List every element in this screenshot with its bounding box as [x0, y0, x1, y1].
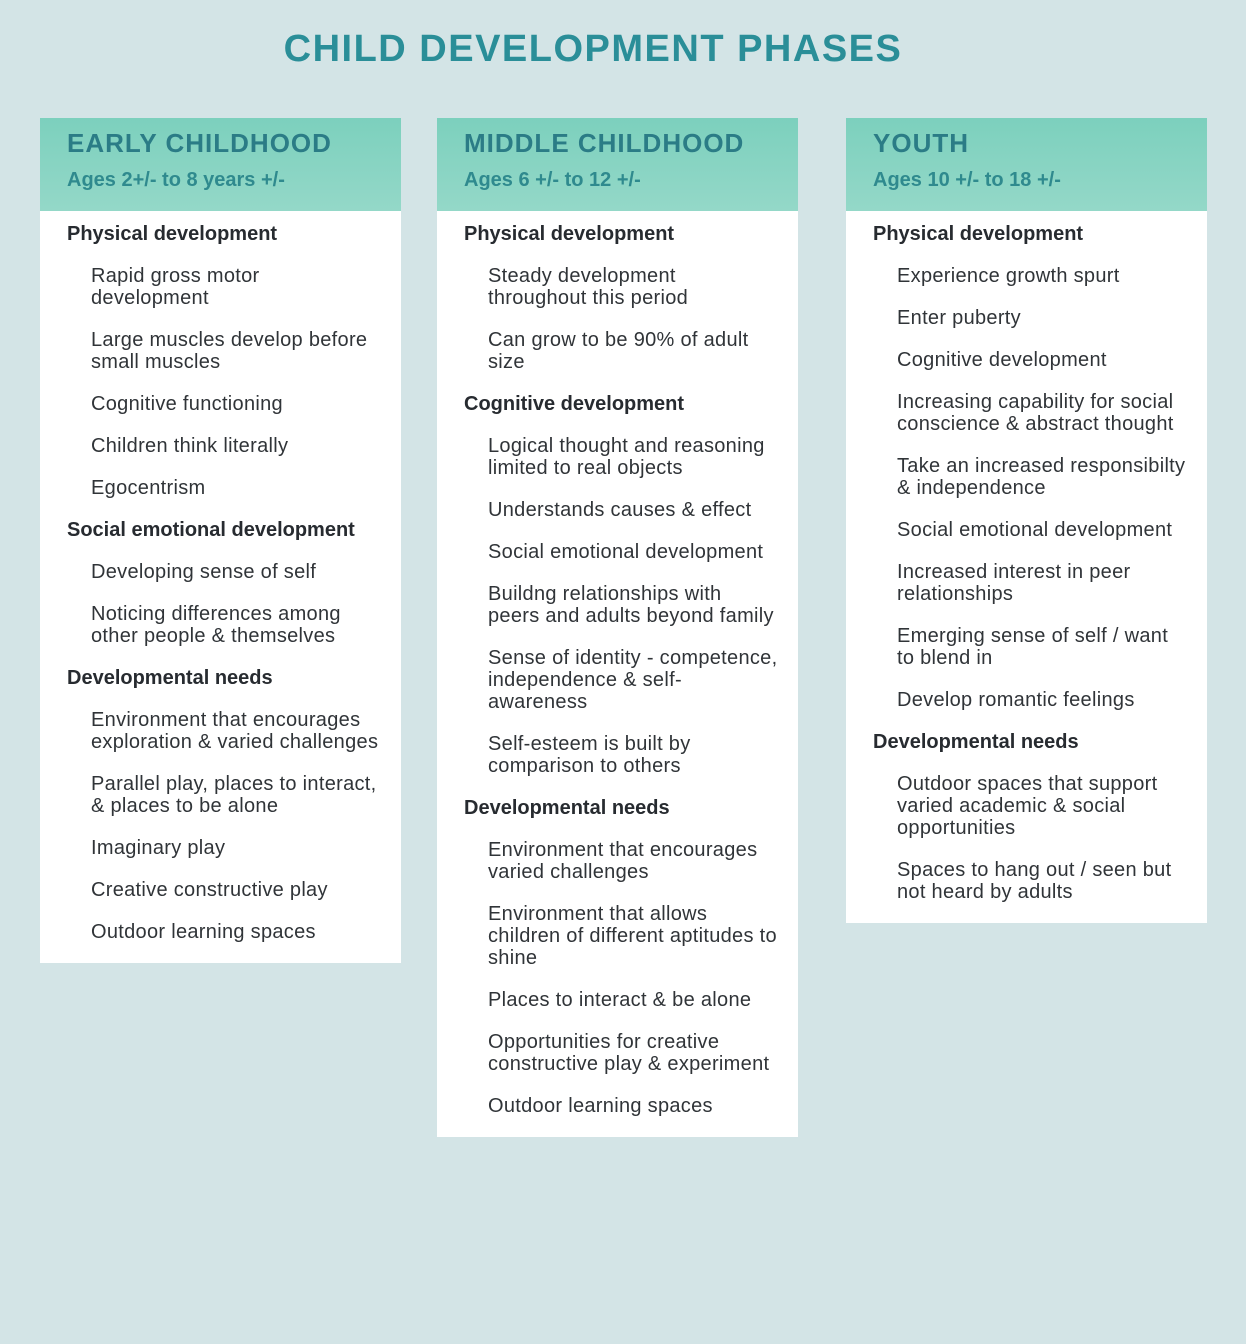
list-item: Social emotional development: [488, 541, 764, 563]
list-item: Increased interest in peer relationships: [897, 561, 1131, 605]
card-header: [437, 118, 798, 211]
list-item: Steady development throughout this period: [488, 265, 689, 309]
section-heading: Physical development: [67, 223, 278, 245]
list-item: Self-esteem is built by comparison to others: [488, 733, 691, 777]
list-item: Outdoor learning spaces: [488, 1095, 713, 1117]
list-item: Outdoor learning spaces: [91, 921, 316, 943]
list-item: Imaginary play: [91, 837, 226, 859]
list-item: Emerging sense of self / want to blend in: [897, 625, 1169, 669]
section-heading: Developmental needs: [873, 731, 1079, 753]
list-item: Environment that encourages exploration & varied challenges: [91, 709, 379, 753]
list-item: Cognitive functioning: [91, 393, 283, 415]
list-item: Buildng relationships with peers and adults beyond family: [488, 583, 774, 627]
list-item: Rapid gross motor development: [91, 265, 260, 309]
list-item: Take an increased responsibilty & independence: [897, 455, 1186, 499]
section-heading: Developmental needs: [67, 667, 273, 689]
card-body: [846, 211, 1207, 923]
card-age-range: Ages 10 +/- to 18 +/-: [873, 169, 1061, 191]
list-item: Experience growth spurt: [897, 265, 1120, 287]
list-item: Sense of identity - competence, independence & self-awareness: [488, 647, 778, 713]
list-item: Opportunities for creative constructive play & experiment: [488, 1031, 770, 1075]
card-age-range: Ages 6 +/- to 12 +/-: [464, 169, 641, 191]
list-item: Children think literally: [91, 435, 289, 457]
list-item: Cognitive development: [897, 349, 1107, 371]
list-item: Develop romantic feelings: [897, 689, 1135, 711]
section-heading: Cognitive development: [464, 393, 685, 415]
list-item: Increasing capability for social conscience & abstract thought: [897, 391, 1174, 435]
list-item: Places to interact & be alone: [488, 989, 752, 1011]
list-item: Outdoor spaces that support varied academic & social opportunities: [897, 773, 1158, 839]
list-item: Noticing differences among other people & themselves: [91, 603, 341, 647]
page-title: CHILD DEVELOPMENT PHASES: [283, 28, 903, 70]
card-heading: EARLY CHILDHOOD: [67, 128, 332, 158]
list-item: Spaces to hang out / seen but not heard by adults: [897, 859, 1172, 903]
card-heading: YOUTH: [873, 128, 969, 158]
section-heading: Developmental needs: [464, 797, 670, 819]
card-body: [437, 211, 798, 1137]
card-age-range: Ages 2+/- to 8 years +/-: [67, 169, 285, 191]
list-item: Large muscles develop before small muscles: [91, 329, 368, 373]
list-item: Enter puberty: [897, 307, 1021, 329]
list-item: Can grow to be 90% of adult size: [488, 329, 749, 373]
early-childhood-card: [40, 118, 401, 963]
list-item: Understands causes & effect: [488, 499, 752, 521]
card-body: [40, 211, 401, 963]
card-heading: MIDDLE CHILDHOOD: [464, 128, 745, 158]
list-item: Logical thought and reasoning limited to real objects: [488, 435, 765, 479]
list-item: Parallel play, places to interact, & places to be alone: [91, 773, 377, 817]
list-item: Environment that encourages varied challenges: [488, 839, 758, 883]
section-heading: Physical development: [464, 223, 675, 245]
section-heading: Physical development: [873, 223, 1084, 245]
youth-card: [846, 118, 1207, 923]
middle-childhood-card: [437, 118, 798, 1137]
list-item: Creative constructive play: [91, 879, 328, 901]
list-item: Egocentrism: [91, 477, 206, 499]
list-item: Social emotional development: [897, 519, 1173, 541]
list-item: Environment that allows children of different aptitudes to shine: [488, 903, 777, 969]
card-header: [40, 118, 401, 211]
card-header: [846, 118, 1207, 211]
section-heading: Social emotional development: [67, 519, 355, 541]
list-item: Developing sense of self: [91, 561, 317, 583]
